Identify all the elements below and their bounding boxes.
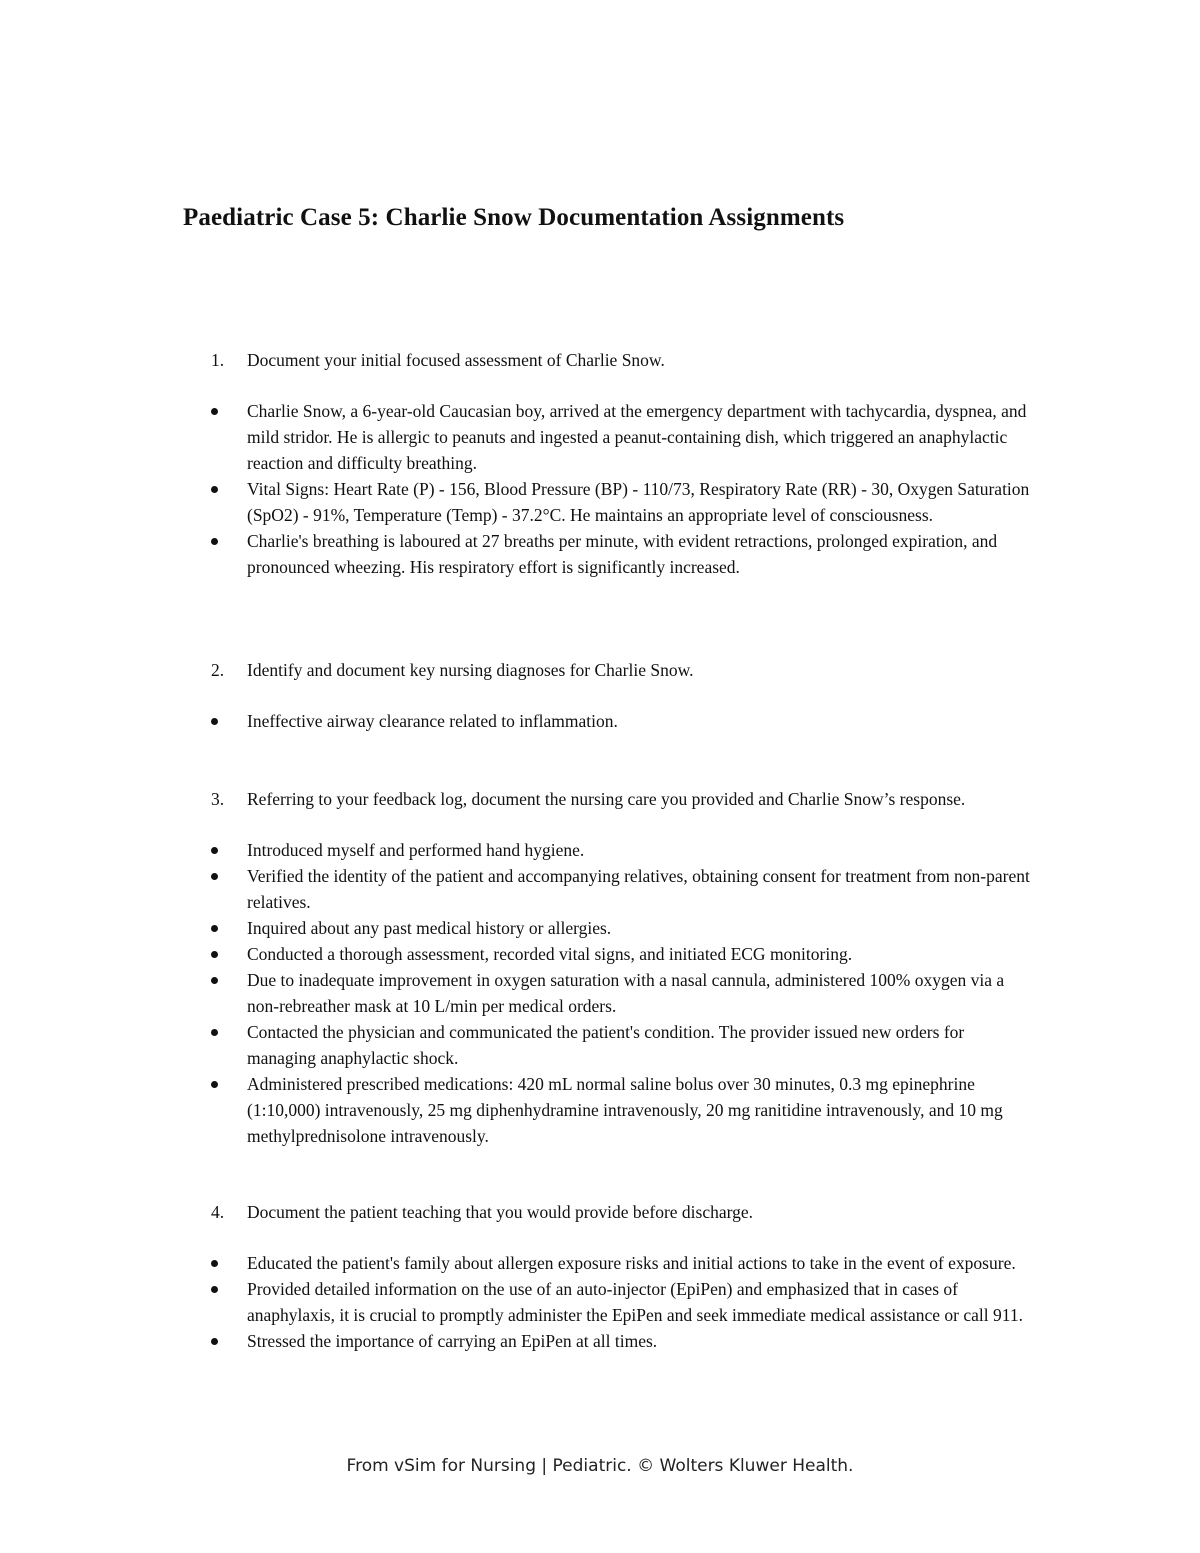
question-text: Document your initial focused assessment of Charlie Snow.	[247, 350, 665, 370]
question-2-section	[0, 657, 1200, 734]
question-3	[0, 786, 1200, 812]
bullet-icon	[211, 486, 218, 493]
page-title: Paediatric Case 5: Charlie Snow Documentation Assignments	[183, 204, 845, 231]
list-item: Conducted a thorough assessment, recorded vital signs, and initiated ECG monitoring.	[0, 941, 1200, 967]
list-item: Due to inadequate improvement in oxygen saturation with a nasal cannula, administered 100% oxygen via a non-rebreather mask at 10 L/min per medical orders.	[0, 967, 1200, 1019]
bullet-icon	[211, 873, 218, 880]
list-item: Introduced myself and performed hand hygiene.	[0, 837, 1200, 863]
bullet-icon	[211, 718, 218, 725]
bullet-icon	[211, 538, 218, 545]
question-4-section	[0, 1199, 1200, 1354]
bullet-icon	[211, 1029, 218, 1036]
list-item: Stressed the importance of carrying an EpiPen at all times.	[0, 1328, 1200, 1354]
bullet-list	[0, 398, 1200, 580]
bullet-icon	[211, 925, 218, 932]
bullet-icon	[211, 847, 218, 854]
bullet-list	[0, 708, 1200, 734]
bullet-icon	[211, 1286, 218, 1293]
bullet-icon	[211, 1338, 218, 1345]
question-text: Document the patient teaching that you would provide before discharge.	[247, 1202, 754, 1222]
bullet-icon	[211, 1260, 218, 1267]
list-item: Contacted the physician and communicated the patient's condition. The provider issued new orders for managing anaphylactic shock.	[0, 1019, 1200, 1071]
question-number: 2.	[211, 660, 225, 680]
bullet-list	[0, 1250, 1200, 1354]
bullet-icon	[211, 951, 218, 958]
question-number: 3.	[211, 789, 225, 809]
page-footer: From vSim for Nursing | Pediatric. © Wolters Kluwer Health.	[346, 1456, 854, 1476]
question-text: Identify and document key nursing diagnoses for Charlie Snow.	[247, 660, 694, 680]
list-item: Charlie Snow, a 6-year-old Caucasian boy, arrived at the emergency department with tachycardia, dyspnea, and mild stridor. He is allergic to peanuts and ingested a peanut-containing dish, which triggered an anaphylactic reaction and difficulty breathing.	[0, 398, 1200, 476]
question-text: Referring to your feedback log, document the nursing care you provided and Charlie Snow’s response.	[247, 789, 966, 809]
bullet-icon	[211, 977, 218, 984]
question-number: 4.	[211, 1202, 225, 1222]
list-item: Inquired about any past medical history or allergies.	[0, 915, 1200, 941]
question-1-section	[0, 347, 1200, 580]
list-item: Verified the identity of the patient and accompanying relatives, obtaining consent for treatment from non-parent relatives.	[0, 863, 1200, 915]
list-item: Administered prescribed medications: 420 mL normal saline bolus over 30 minutes, 0.3 mg epinephrine (1:10,000) intravenously, 25 mg diphenhydramine intravenously, 20 mg ranitidine intravenously, and 10 mg methylprednisolone intravenously.	[0, 1071, 1200, 1149]
list-item: Provided detailed information on the use of an auto-injector (EpiPen) and emphasized that in cases of anaphylaxis, it is crucial to promptly administer the EpiPen and seek immediate medical assistance or call 911.	[0, 1276, 1200, 1328]
list-item: Vital Signs: Heart Rate (P) - 156, Blood Pressure (BP) - 110/73, Respiratory Rate (RR) - 30, Oxygen Saturation (SpO2) - 91%, Temperature (Temp) - 37.2°C. He maintains an appropriate level of consciousness.	[0, 476, 1200, 528]
bullet-icon	[211, 1081, 218, 1088]
bullet-icon	[211, 408, 218, 415]
question-2	[0, 657, 1200, 683]
bullet-list	[0, 837, 1200, 1149]
list-item: Charlie's breathing is laboured at 27 breaths per minute, with evident retractions, prolonged expiration, and pronounced wheezing. His respiratory effort is significantly increased.	[0, 528, 1200, 580]
question-number: 1.	[211, 350, 225, 370]
question-1	[0, 347, 1200, 373]
question-4	[0, 1199, 1200, 1225]
list-item: Ineffective airway clearance related to inflammation.	[0, 708, 1200, 734]
question-3-section	[0, 786, 1200, 1149]
list-item: Educated the patient's family about allergen exposure risks and initial actions to take in the event of exposure.	[0, 1250, 1200, 1276]
